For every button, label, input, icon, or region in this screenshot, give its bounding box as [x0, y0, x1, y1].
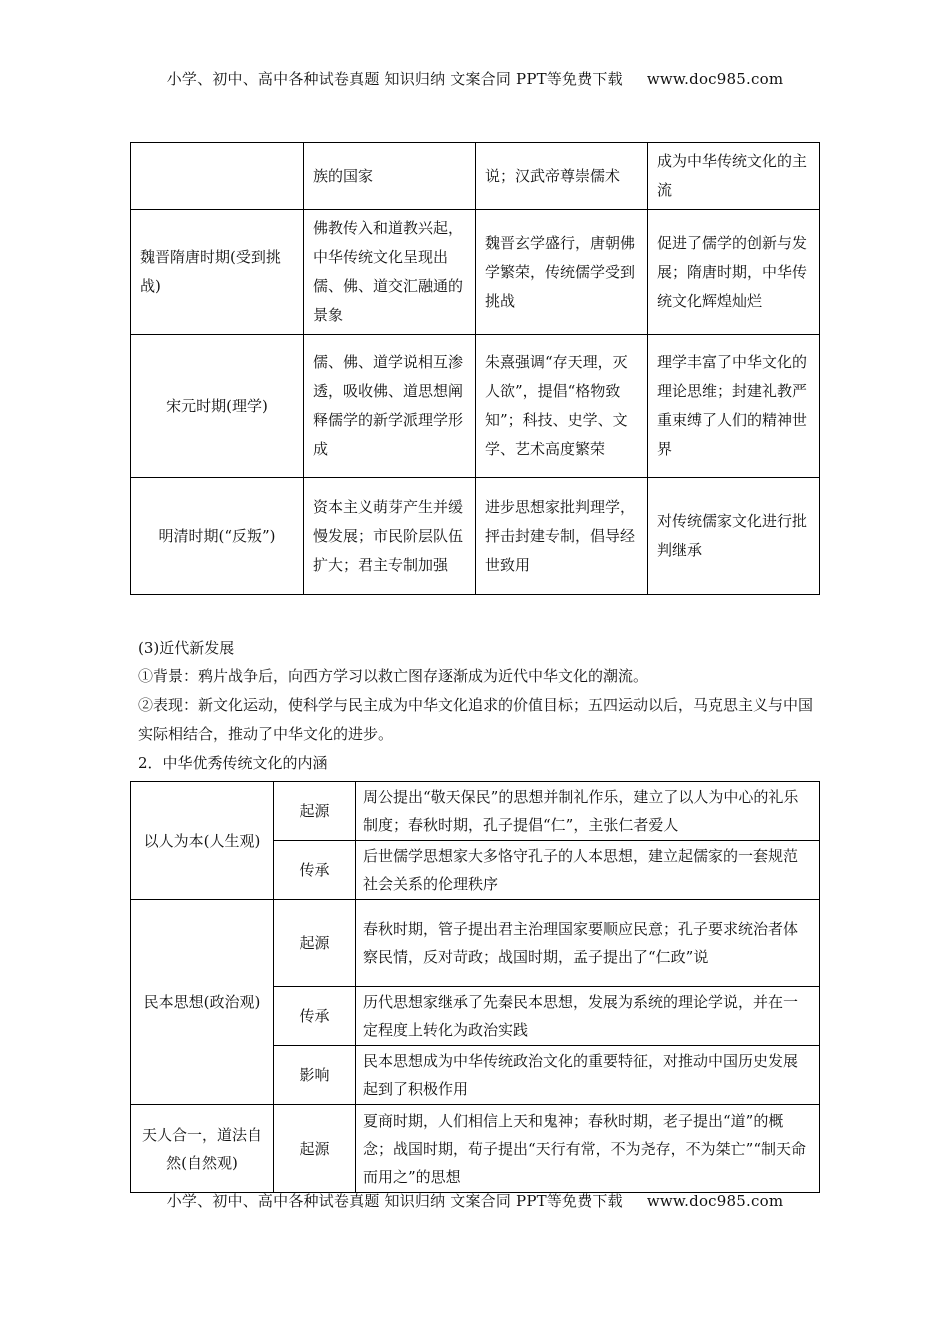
- table-row: [131, 143, 820, 210]
- description-cell: 历代思想家继承了先秦民本思想，发展为系统的理论学说，并在一定程度上转化为政治实践: [356, 987, 820, 1046]
- description-cell: 后世儒学思想家大多恪守孔子的人本思想，建立起儒家的一套规范社会关系的伦理秩序: [356, 841, 820, 900]
- aspect-label: 传承: [274, 987, 356, 1046]
- aspect-label: 传承: [274, 841, 356, 900]
- manifestation-paragraph: [138, 691, 818, 749]
- content-cell: 说；汉武帝尊崇儒术: [476, 143, 648, 210]
- background-cell: 资本主义萌芽产生并缓慢发展；市民阶层队伍扩大；君主专制加强: [304, 478, 476, 595]
- description-cell: 周公提出“敬天保民”的思想并制礼作乐，建立了以人为中心的礼乐制度；春秋时期，孔子提倡“仁”，主张仁者爱人: [356, 782, 820, 841]
- table-row: [131, 1105, 820, 1193]
- table-row: [131, 782, 820, 841]
- aspect-label: 影响: [274, 1046, 356, 1105]
- category-cell: 天人合一，道法自然(自然观): [131, 1105, 274, 1193]
- header-url[interactable]: www.doc985.com: [646, 70, 784, 88]
- footer-text: 小学、初中、高中各种试卷真题 知识归纳 文案合同 PPT等免费下载: [166, 1192, 623, 1210]
- category-cell: 以人为本(人生观): [131, 782, 274, 900]
- significance-cell: 对传统儒家文化进行批判继承: [648, 478, 820, 595]
- content-cell: 朱熹强调“存天理，灭人欲”，提倡“格物致知”；科技、史学、文学、艺术高度繁荣: [476, 335, 648, 478]
- period-cell: 宋元时期(理学): [131, 335, 304, 478]
- heading2-text: 2．中华优秀传统文化的内涵: [138, 754, 328, 772]
- background-cell: 族的国家: [304, 143, 476, 210]
- background-text: ①背景：鸦片战争后，向西方学习以救亡图存逐渐成为近代中华文化的潮流。: [138, 667, 649, 685]
- aspect-label: 起源: [274, 782, 356, 841]
- content-cell: 进步思想家批判理学，抨击封建专制，倡导经世致用: [476, 478, 648, 595]
- description-cell: 春秋时期，管子提出君主治理国家要顺应民意；孔子要求统治者体察民情，反对苛政；战国时期，孟子提出了“仁政”说: [356, 900, 820, 987]
- content-cell: 魏晋玄学盛行，唐朝佛学繁荣，传统儒学受到挑战: [476, 210, 648, 335]
- section-heading: [138, 634, 818, 663]
- period-cell: 明清时期(“反叛”): [131, 478, 304, 595]
- table-row: [131, 335, 820, 478]
- background-cell: 佛教传入和道教兴起，中华传统文化呈现出儒、佛、道交汇融通的景象: [304, 210, 476, 335]
- category-cell: 民本思想(政治观): [131, 900, 274, 1105]
- significance-cell: 成为中华传统文化的主流: [648, 143, 820, 210]
- history-periods-table: [130, 142, 820, 595]
- significance-cell: 理学丰富了中华文化的理论思维；封建礼教严重束缚了人们的精神世界: [648, 335, 820, 478]
- section-heading-2: [138, 749, 818, 778]
- background-paragraph: [138, 662, 818, 691]
- culture-connotation-table: [130, 781, 820, 1193]
- page-footer: [0, 1190, 950, 1211]
- aspect-label: 起源: [274, 900, 356, 987]
- heading-text: (3)近代新发展: [138, 639, 235, 657]
- period-cell: [131, 143, 304, 210]
- table-row: [131, 900, 820, 987]
- manifestation-text: ②表现：新文化运动，使科学与民主成为中华文化追求的价值目标；五四运动以后，马克思主义与中国实际相结合，推动了中华文化的进步。: [138, 696, 814, 743]
- header-text: 小学、初中、高中各种试卷真题 知识归纳 文案合同 PPT等免费下载: [166, 70, 623, 88]
- significance-cell: 促进了儒学的创新与发展；隋唐时期，中华传统文化辉煌灿烂: [648, 210, 820, 335]
- table-row: [131, 478, 820, 595]
- period-cell: 魏晋隋唐时期(受到挑战): [131, 210, 304, 335]
- background-cell: 儒、佛、道学说相互渗透，吸收佛、道思想阐释儒学的新学派理学形成: [304, 335, 476, 478]
- description-cell: 民本思想成为中华传统政治文化的重要特征，对推动中国历史发展起到了积极作用: [356, 1046, 820, 1105]
- page-header: [0, 68, 950, 89]
- description-cell: 夏商时期，人们相信上天和鬼神；春秋时期，老子提出“道”的概念；战国时期，荀子提出“天行有常，不为尧存，不为桀亡”“制天命而用之”的思想: [356, 1105, 820, 1193]
- aspect-label: 起源: [274, 1105, 356, 1193]
- table-row: [131, 210, 820, 335]
- footer-url[interactable]: www.doc985.com: [646, 1192, 784, 1210]
